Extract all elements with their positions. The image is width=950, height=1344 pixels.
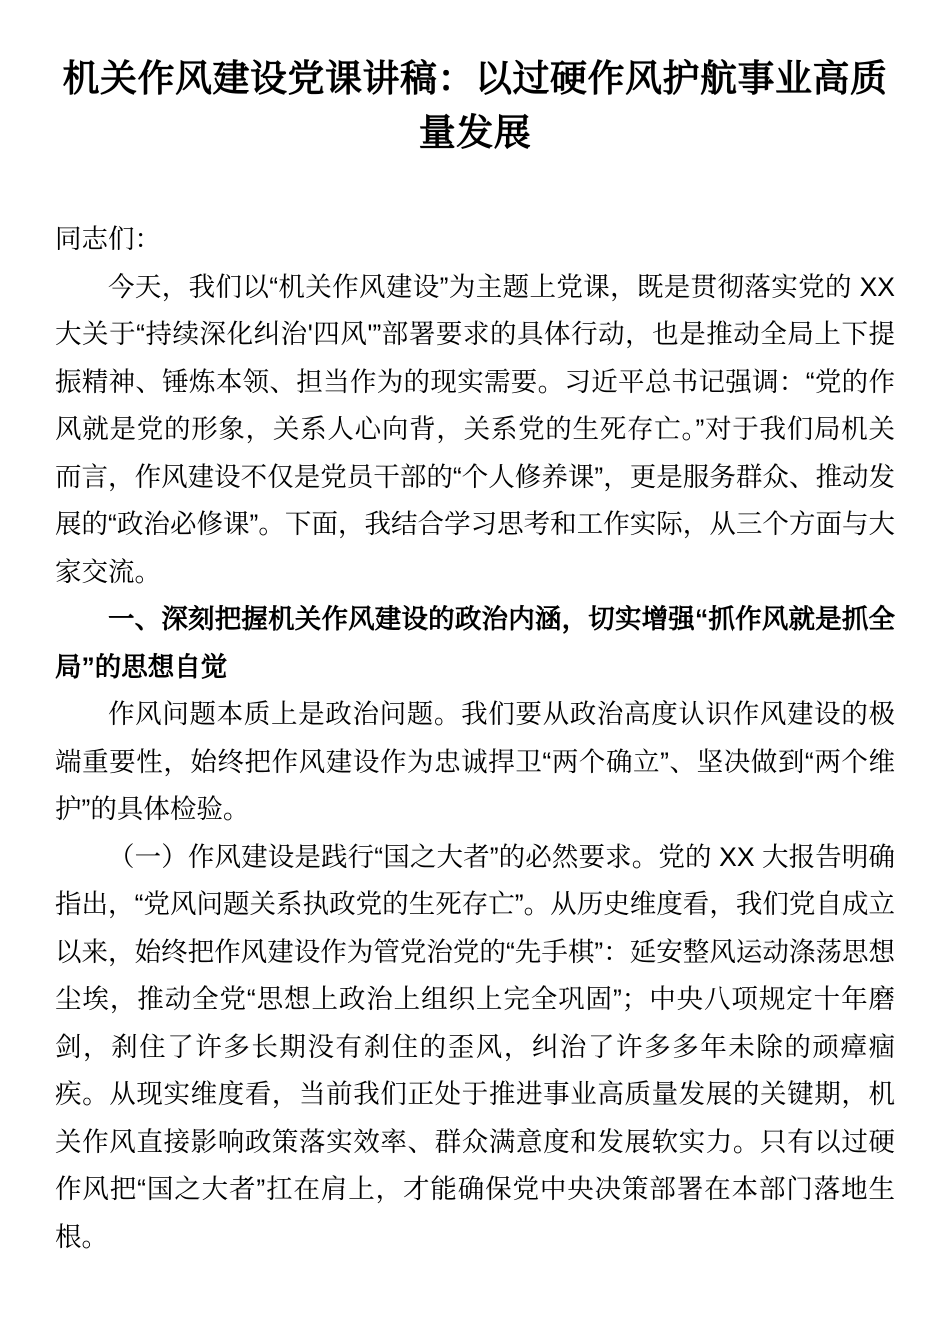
section-heading-one: 一、深刻把握机关作风建设的政治内涵，切实增强“抓作风就是抓全局”的思想自觉 (55, 604, 895, 682)
paragraph-opening: 今天，我们以“机关作风建设”为主题上党课，既是贯彻落实党的 XX 大关于“持续深化纠治'四风'”部署要求的具体行动，也是推动全局上下提振精神、锤炼本领、担当作为的现实需要。习近平总书记强调：“党的作风就是党的形象，关系人心向背，关系党的生死存亡。”对于我们局机关而言，作风建设不仅是党员干部的“个人修养课”，更是服务群众、推动发展的“政治必修课”。下面，我结合学习思考和工作实际，从三个方面与大家交流。 (55, 271, 895, 587)
paragraph-section-one-lead: 作风问题本质上是政治问题。我们要从政治高度认识作风建设的极端重要性，始终把作风建设作为忠诚捍卫“两个确立”、坚决做到“两个维护”的具体检验。 (55, 699, 895, 824)
document-content (55, 0, 895, 1261)
title-body-spacer (55, 160, 895, 216)
paragraph-salutation: 同志们： (55, 224, 161, 254)
paragraph-section-one-item-one: （一）作风建设是践行“国之大者”的必然要求。党的 XX 大报告明确指出，“党风问题关系执政党的生死存亡”。从历史维度看，我们党自成立以来，始终把作风建设作为管党治党的“先手棋”：延安整风运动涤荡思想尘埃，推动全党“思想上政治上组织上完全巩固”；中央八项规定十年磨剑，刹住了许多长期没有刹住的歪风，纠治了许多多年未除的顽瘴痼疾。从现实维度看，当前我们正处于推进事业高质量发展的关键期，机关作风直接影响政策落实效率、群众满意度和发展软实力。只有以过硬作风把“国之大者”扛在肩上，才能确保党中央决策部署在本部门落地生根。 (55, 841, 895, 1252)
page-title: 机关作风建设党课讲稿：以过硬作风护航事业高质量发展 (62, 58, 888, 153)
